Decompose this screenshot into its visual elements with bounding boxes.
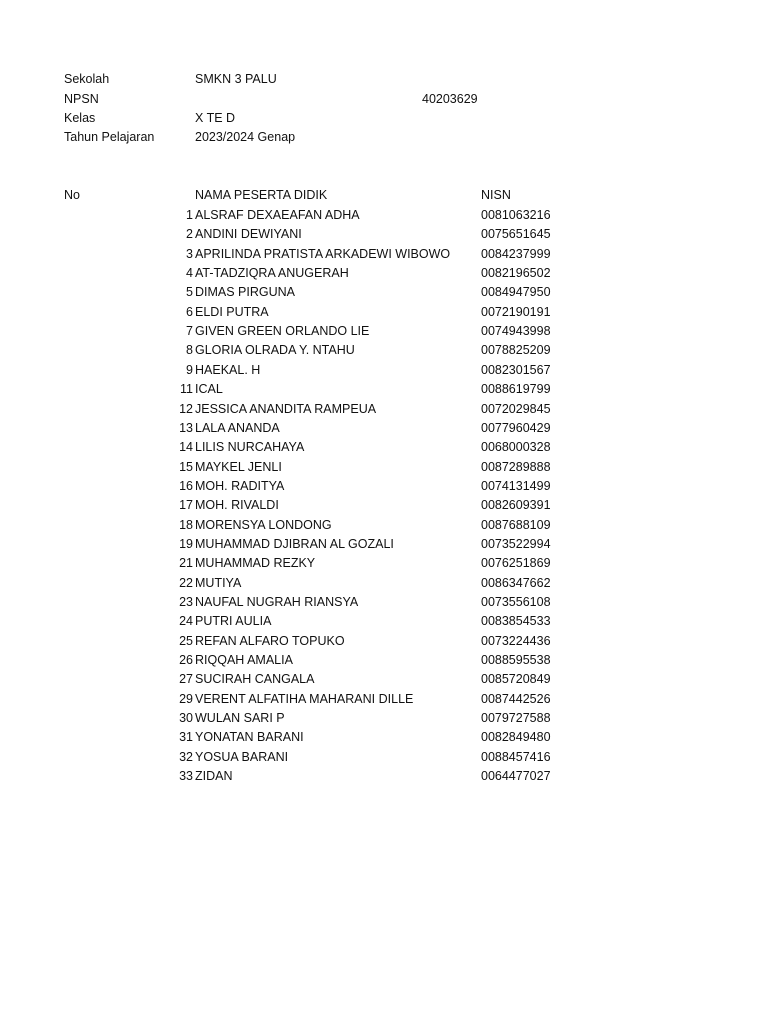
table-row xyxy=(0,517,768,536)
table-row xyxy=(0,710,768,729)
student-name: AT-TADZIQRA ANUGERAH xyxy=(195,266,349,281)
row-number: 17 xyxy=(179,498,193,513)
table-row xyxy=(0,420,768,439)
row-number: 1 xyxy=(186,208,193,222)
table-row xyxy=(0,323,768,342)
row-number: 27 xyxy=(179,672,193,687)
table-row xyxy=(0,749,768,768)
student-name: ELDI PUTRA xyxy=(195,304,269,319)
table-row xyxy=(0,439,768,458)
row-number: 12 xyxy=(179,401,193,416)
row-number: 14 xyxy=(179,440,193,455)
table-row xyxy=(0,575,768,594)
student-nisn: 0085720849 xyxy=(481,672,551,687)
student-name: ALSRAF DEXAEAFAN ADHA xyxy=(195,208,360,222)
row-number: 21 xyxy=(179,556,193,571)
student-nisn: 0076251869 xyxy=(481,556,551,571)
student-name: REFAN ALFARO TOPUKO xyxy=(195,633,345,648)
student-nisn: 0074943998 xyxy=(481,324,551,339)
table-row xyxy=(0,613,768,632)
student-name: APRILINDA PRATISTA ARKADEWI WIBOWO xyxy=(195,246,451,261)
table-row xyxy=(0,768,768,787)
table-row xyxy=(0,207,768,226)
table-row xyxy=(0,536,768,555)
table-row xyxy=(0,304,768,323)
student-name: MAYKEL JENLI xyxy=(195,459,282,474)
row-number: 26 xyxy=(179,653,193,668)
student-nisn: 0073556108 xyxy=(481,595,551,609)
row-number: 22 xyxy=(179,575,193,590)
student-nisn: 0082609391 xyxy=(481,498,551,513)
row-number: 32 xyxy=(179,749,193,764)
row-number: 25 xyxy=(179,633,193,648)
table-row xyxy=(0,729,768,748)
table-row xyxy=(0,362,768,381)
student-nisn: 0086347662 xyxy=(481,575,551,590)
row-number: 5 xyxy=(186,285,193,300)
npsn-value: 40203629 xyxy=(422,92,478,106)
student-nisn: 0084237999 xyxy=(481,246,551,261)
student-name: MORENSYA LONDONG xyxy=(195,517,332,532)
student-nisn: 0083854533 xyxy=(481,614,551,629)
student-name: LALA ANANDA xyxy=(195,420,280,435)
row-number: 24 xyxy=(179,614,193,629)
student-name: MUTIYA xyxy=(195,575,242,590)
student-name: SUCIRAH CANGALA xyxy=(195,672,315,687)
school-value: SMKN 3 PALU xyxy=(195,72,277,86)
column-header-no: No xyxy=(64,188,80,202)
student-nisn: 0087289888 xyxy=(481,459,551,474)
row-number: 2 xyxy=(186,227,193,242)
student-nisn: 0072190191 xyxy=(481,304,551,319)
student-nisn: 0074131499 xyxy=(481,478,551,493)
row-number: 4 xyxy=(186,266,193,281)
row-number: 19 xyxy=(179,536,193,551)
table-row xyxy=(0,265,768,284)
student-nisn: 0088595538 xyxy=(481,653,551,668)
student-name: VERENT ALFATIHA MAHARANI DILLE xyxy=(195,691,414,706)
student-nisn: 0082196502 xyxy=(481,266,551,281)
class-value: X TE D xyxy=(195,111,236,125)
student-name: PUTRI AULIA xyxy=(195,614,272,629)
student-name: YOSUA BARANI xyxy=(195,749,289,764)
class-label: Kelas xyxy=(64,111,96,125)
table-row xyxy=(0,652,768,671)
student-name: HAEKAL. H xyxy=(195,362,261,377)
table-row xyxy=(0,633,768,652)
student-nisn: 0084947950 xyxy=(481,285,551,300)
row-number: 30 xyxy=(179,711,193,726)
student-nisn: 0081063216 xyxy=(481,208,551,222)
student-name: ANDINI DEWIYANI xyxy=(195,227,302,242)
row-number: 9 xyxy=(186,362,193,377)
table-row xyxy=(0,381,768,400)
row-number: 16 xyxy=(179,478,193,493)
row-number: 13 xyxy=(179,420,193,435)
row-number: 8 xyxy=(186,343,193,358)
table-row xyxy=(0,284,768,303)
row-number: 6 xyxy=(186,304,193,319)
student-name: MUHAMMAD DJIBRAN AL GOZALI xyxy=(195,536,394,551)
student-nisn: 0068000328 xyxy=(481,440,551,455)
student-nisn: 0088619799 xyxy=(481,382,551,397)
table-row xyxy=(0,691,768,710)
student-name: JESSICA ANANDITA RAMPEUA xyxy=(195,401,377,416)
student-name: ZIDAN xyxy=(195,769,233,784)
student-nisn: 0087688109 xyxy=(481,517,551,532)
student-name: YONATAN BARANI xyxy=(195,730,304,745)
row-number: 3 xyxy=(186,246,193,261)
table-row xyxy=(0,459,768,478)
table-row xyxy=(0,401,768,420)
student-nisn: 0079727588 xyxy=(481,711,551,726)
row-number: 7 xyxy=(186,324,193,339)
student-name: GLORIA OLRADA Y. NTAHU xyxy=(195,343,355,358)
row-number: 31 xyxy=(179,730,193,745)
student-nisn: 0082849480 xyxy=(481,730,551,745)
student-nisn: 0082301567 xyxy=(481,362,551,377)
table-row xyxy=(0,671,768,690)
row-number: 29 xyxy=(179,691,193,706)
student-nisn: 0078825209 xyxy=(481,343,551,358)
column-header-name: NAMA PESERTA DIDIK xyxy=(195,188,328,202)
row-number: 15 xyxy=(179,459,193,474)
table-row xyxy=(0,246,768,265)
row-number: 11 xyxy=(180,382,193,397)
student-name: MOH. RADITYA xyxy=(195,478,285,493)
student-nisn: 0073522994 xyxy=(481,536,551,551)
student-name: NAUFAL NUGRAH RIANSYA xyxy=(195,595,359,609)
student-name: ICAL xyxy=(195,382,223,397)
year-label: Tahun Pelajaran xyxy=(64,130,155,144)
table-row xyxy=(0,226,768,245)
student-nisn: 0075651645 xyxy=(481,227,551,242)
student-nisn: 0072029845 xyxy=(481,401,551,416)
row-number: 18 xyxy=(179,517,193,532)
student-nisn: 0064477027 xyxy=(481,769,551,784)
table-row xyxy=(0,555,768,574)
npsn-label: NPSN xyxy=(64,92,99,106)
student-nisn: 0073224436 xyxy=(481,633,551,648)
year-value: 2023/2024 Genap xyxy=(195,130,296,144)
student-name: GIVEN GREEN ORLANDO LIE xyxy=(195,324,370,339)
student-nisn: 0088457416 xyxy=(481,749,551,764)
student-name: MOH. RIVALDI xyxy=(195,498,279,513)
row-number: 23 xyxy=(179,595,193,609)
student-name: MUHAMMAD REZKY xyxy=(195,556,316,571)
student-name: RIQQAH AMALIA xyxy=(195,653,293,668)
table-row xyxy=(0,478,768,497)
table-row xyxy=(0,497,768,516)
student-nisn: 0087442526 xyxy=(481,691,551,706)
school-label: Sekolah xyxy=(64,72,110,86)
student-name: LILIS NURCAHAYA xyxy=(195,440,305,455)
student-nisn: 0077960429 xyxy=(481,420,551,435)
table-row xyxy=(0,342,768,361)
column-header-nisn: NISN xyxy=(481,188,511,202)
student-name: WULAN SARI P xyxy=(195,711,285,726)
row-number: 33 xyxy=(179,769,193,784)
student-name: DIMAS PIRGUNA xyxy=(195,285,296,300)
table-row xyxy=(0,594,768,613)
